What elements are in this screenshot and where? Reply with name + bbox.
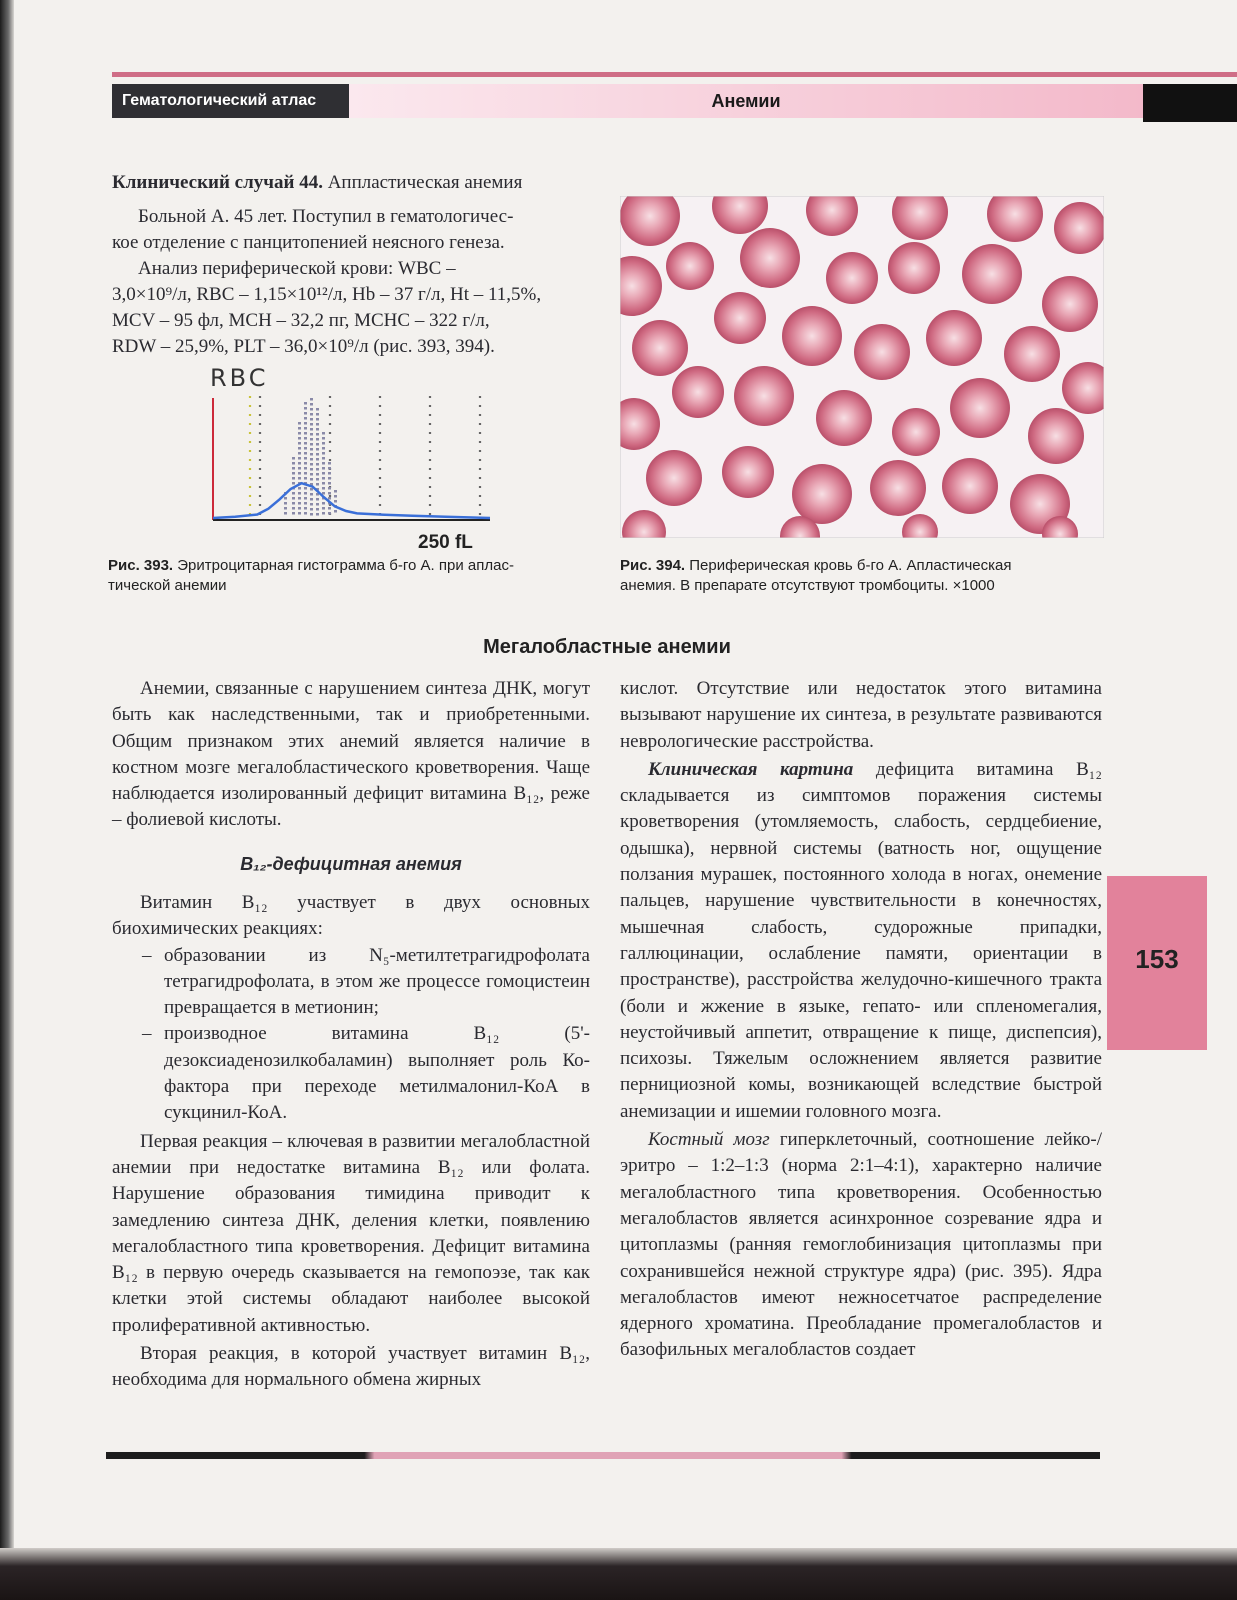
histogram-dot xyxy=(298,472,301,475)
right-paragraph-3 xyxy=(620,1127,1102,1364)
red-blood-cell xyxy=(926,310,982,366)
histogram-dot xyxy=(322,437,325,440)
left-intro-paragraph: Анемии, связанные с нарушением синтеза ДНК, могут быть как наследственными, так и приобретенными. Общим признаком этих анемий является наличие в костном мозге мегалобластического кроветворения. Чаще наблюдается изолированный дефицит витамина B₁₂, реже – фолиевой кислоты. xyxy=(112,678,590,831)
clinical-picture-term: Клиническая картина xyxy=(648,758,854,780)
book-spine-shadow xyxy=(0,0,14,1600)
histogram-dot xyxy=(322,512,325,515)
histogram-dot xyxy=(304,442,307,445)
histogram-dot xyxy=(322,482,325,485)
histogram-dot xyxy=(316,423,319,426)
histogram-dot xyxy=(304,472,307,475)
histogram-dot xyxy=(298,492,301,495)
histogram-dot xyxy=(304,497,307,500)
histogram-dot xyxy=(310,413,313,416)
red-blood-cell xyxy=(950,378,1010,438)
histogram-dot xyxy=(310,463,313,466)
red-blood-cell xyxy=(740,228,800,288)
scan-bottom-edge xyxy=(0,1548,1237,1600)
histogram-dot xyxy=(334,495,337,498)
fig393-label: Рис. 393. xyxy=(108,557,174,574)
histogram-dot xyxy=(304,457,307,460)
histogram-dot xyxy=(284,497,287,500)
histogram-dot xyxy=(292,507,295,510)
histogram-dot xyxy=(298,442,301,445)
histogram-dot xyxy=(310,448,313,451)
histogram-dot xyxy=(292,472,295,475)
histogram-dot xyxy=(304,447,307,450)
histogram-dot xyxy=(284,512,287,515)
header-rule xyxy=(112,72,1237,77)
histogram-dot xyxy=(322,452,325,455)
histogram-dot xyxy=(310,433,313,436)
histogram-dot xyxy=(284,507,287,510)
red-blood-cell xyxy=(714,292,766,344)
page-number: 153 xyxy=(1135,944,1179,974)
histogram-dot xyxy=(316,408,319,411)
figure-394-caption xyxy=(620,556,1011,596)
red-blood-cell xyxy=(792,464,852,524)
histogram-dot xyxy=(310,423,313,426)
histogram-dot xyxy=(328,512,331,515)
histogram-dot xyxy=(292,497,295,500)
case-title-rest: Аппластическая анемия xyxy=(322,172,523,193)
histogram-dot xyxy=(304,417,307,420)
histogram-label: RBC xyxy=(210,364,269,392)
blood-smear-micrograph xyxy=(620,196,1104,538)
histogram-dot xyxy=(304,427,307,430)
histogram-dot xyxy=(304,487,307,490)
histogram-dot xyxy=(304,512,307,515)
histogram-dot xyxy=(292,477,295,480)
red-blood-cell xyxy=(782,306,842,366)
histogram-dot xyxy=(328,497,331,500)
histogram-dot xyxy=(298,487,301,490)
red-blood-cell xyxy=(826,252,878,304)
histogram-dot xyxy=(328,472,331,475)
red-blood-cell xyxy=(870,460,926,516)
red-blood-cell xyxy=(816,390,872,446)
header-chapter-title: Анемии xyxy=(711,91,781,111)
histogram-dot xyxy=(298,502,301,505)
case-line-1: Больной А. 45 лет. Поступил в гематологичес- xyxy=(138,206,514,227)
histogram-dot xyxy=(310,408,313,411)
histogram-dot xyxy=(322,487,325,490)
histogram-dot xyxy=(322,467,325,470)
red-blood-cell xyxy=(666,242,714,290)
histogram-dot xyxy=(310,443,313,446)
histogram-dot xyxy=(310,418,313,421)
histogram-dot xyxy=(310,468,313,471)
left-column-intro xyxy=(112,676,590,834)
histogram-dot xyxy=(298,497,301,500)
histogram-dot xyxy=(310,453,313,456)
red-blood-cell xyxy=(1028,408,1084,464)
histogram-dot xyxy=(322,447,325,450)
fig394-text-1: Периферическая кровь б-го А. Апластическая xyxy=(685,557,1012,574)
fig393-text-1: Эритроцитарная гистограмма б-го А. при аплас- xyxy=(173,557,514,574)
histogram-dot xyxy=(298,422,301,425)
fig394-label: Рис. 394. xyxy=(620,557,686,574)
histogram-dot xyxy=(328,492,331,495)
histogram-dot xyxy=(316,453,319,456)
histogram-dot xyxy=(292,512,295,515)
fig394-text-2: анемия. В препарате отсутствуют тромбоциты. ×1000 xyxy=(620,577,995,594)
section-title: Мегалобластные анемии xyxy=(483,636,731,658)
histogram-dot xyxy=(304,432,307,435)
histogram-dot xyxy=(292,482,295,485)
histogram-dot xyxy=(316,503,319,506)
histogram-dot xyxy=(316,478,319,481)
fig393-text-2: тической анемии xyxy=(108,577,227,594)
histogram-dot xyxy=(322,472,325,475)
histogram-dot xyxy=(322,457,325,460)
histogram-dot xyxy=(310,488,313,491)
histogram-dot xyxy=(334,510,337,513)
right-column xyxy=(620,676,1102,1364)
red-blood-cell xyxy=(1004,326,1060,382)
histogram-dot xyxy=(298,452,301,455)
histogram-dot xyxy=(316,468,319,471)
histogram-dot xyxy=(304,492,307,495)
left-column-body xyxy=(112,890,590,1394)
red-blood-cell xyxy=(1054,202,1104,254)
histogram-dot xyxy=(310,513,313,516)
histogram-dot xyxy=(328,467,331,470)
red-blood-cell xyxy=(1042,276,1098,332)
histogram-dot xyxy=(298,507,301,510)
histogram-dot xyxy=(292,457,295,460)
histogram-dot xyxy=(310,403,313,406)
footer-rule xyxy=(106,1452,1100,1459)
header-book-title: Гематологический атлас xyxy=(112,84,349,118)
histogram-dot xyxy=(328,462,331,465)
histogram-dot xyxy=(316,433,319,436)
histogram-dot xyxy=(304,467,307,470)
histogram-dot xyxy=(310,473,313,476)
histogram-dot xyxy=(316,483,319,486)
histogram-dot xyxy=(322,432,325,435)
histogram-dot xyxy=(298,432,301,435)
red-blood-cell xyxy=(672,366,724,418)
left-paragraph-1: Витамин B₁₂ участвует в двух основных биохимических реакциях: xyxy=(112,892,590,940)
histogram-dot xyxy=(316,413,319,416)
histogram-dot xyxy=(322,507,325,510)
red-blood-cell xyxy=(942,458,998,514)
histogram-x-label: 250 fL xyxy=(418,532,473,553)
histogram-dot xyxy=(304,502,307,505)
case-line-6: RDW – 25,9%, PLT – 36,0×10⁹/л (рис. 393, 394). xyxy=(112,336,495,357)
histogram-dot xyxy=(310,398,313,401)
right-paragraph-3-text: гиперклеточный, соотношение лейко-/эритро – 1:2–1:3 (норма 2:1–4:1), характерно наличие мегалобластного типа кроветворения. Особенностью мегалобластов является асинхронное созревание ядра и цитоплазмы (ранняя гемоглобинизация цитоплазмы при сохранившейся нежной структуре ядра) (рис. 395). Ядра мегалобластов имеют нежносетчатое распределение ядерного хроматина. Преобладание промегалобластов и базофильных мегалобластов создает xyxy=(620,1129,1102,1361)
histogram-dot xyxy=(316,513,319,516)
histogram-dot xyxy=(298,457,301,460)
histogram-dot xyxy=(292,462,295,465)
histogram-dot xyxy=(316,438,319,441)
case-line-5: MCV – 95 фл, MCH – 32,2 пг, MCHC – 322 г/л, xyxy=(112,310,490,331)
histogram-gridlines xyxy=(250,396,480,520)
histogram-dot xyxy=(316,428,319,431)
histogram-dot xyxy=(298,427,301,430)
histogram-dot xyxy=(328,477,331,480)
red-blood-cell xyxy=(734,366,794,426)
histogram-dot xyxy=(316,508,319,511)
histogram-dot xyxy=(298,512,301,515)
histogram-dot xyxy=(310,503,313,506)
header-dark-block xyxy=(1143,84,1237,122)
histogram-dot xyxy=(328,487,331,490)
red-blood-cell xyxy=(854,324,910,380)
histogram-dot xyxy=(298,447,301,450)
histogram-dot xyxy=(304,452,307,455)
reaction-item-1: – образовании из N₅-метилтетрагидрофолата тетрагидрофолата, в этом же процессе гомоцистеин превращается в метионин; xyxy=(112,943,590,1022)
histogram-dot xyxy=(304,462,307,465)
histogram-dot xyxy=(328,507,331,510)
histogram-dot xyxy=(304,412,307,415)
histogram-dot xyxy=(310,493,313,496)
histogram-dot xyxy=(298,437,301,440)
histogram-dot xyxy=(322,442,325,445)
histogram-dot xyxy=(310,438,313,441)
histogram-dot xyxy=(310,458,313,461)
histogram-dot xyxy=(316,448,319,451)
red-blood-cell xyxy=(962,244,1022,304)
right-paragraph-2-text: дефицита витамина B₁₂ складывается из симптомов поражения системы кроветворения (утомляемость, слабость, сердцебиение, одышка), нервной системы (ватность ног, ощущение ползания мурашек, постоянного холода в ногах, онемение пальцев, нарушение чувствительности в конечностях, мышечная слабость, судорожные припадки, галлюцинации, ослабление памяти, ориентации в пространстве), расстройства желудочно-кишечного тракта (боли и жжение в языке, гепато- или спленомегалия, неустойчивый аппетит, отвращение к пище, диспепсия), психозы. Тяжелым осложнением является развитие пернициозной комы, возникающей вследствие быстрой анемизации и ишемии головного мозга. xyxy=(620,758,1103,1122)
histogram-dot xyxy=(334,500,337,503)
histogram-dot xyxy=(298,477,301,480)
red-blood-cell xyxy=(892,408,940,456)
histogram-dot xyxy=(310,478,313,481)
red-blood-cell xyxy=(646,450,702,506)
red-blood-cell xyxy=(888,242,940,294)
histogram-dot xyxy=(316,418,319,421)
histogram-dot xyxy=(304,407,307,410)
reaction-list xyxy=(112,943,590,1127)
case-title xyxy=(112,172,522,194)
histogram-dot xyxy=(316,473,319,476)
bone-marrow-term: Костный мозг xyxy=(648,1129,770,1151)
histogram-dot xyxy=(334,490,337,493)
right-paragraph-2 xyxy=(620,757,1102,1125)
histogram-dot xyxy=(328,482,331,485)
histogram-dot xyxy=(310,428,313,431)
subsection-title: B₁₂-дефицитная анемия xyxy=(240,854,462,874)
histogram-dot xyxy=(316,463,319,466)
histogram-dot xyxy=(322,502,325,505)
histogram-dot xyxy=(298,462,301,465)
histogram-dot xyxy=(304,422,307,425)
histogram-dot xyxy=(304,477,307,480)
case-line-2: кое отделение с панцитопенией неясного генеза. xyxy=(112,232,505,253)
histogram-dot xyxy=(322,477,325,480)
histogram-dot xyxy=(292,467,295,470)
rbc-histogram xyxy=(200,362,500,554)
red-blood-cell xyxy=(722,446,774,498)
histogram-dot xyxy=(316,458,319,461)
histogram-dot xyxy=(304,402,307,405)
histogram-dot xyxy=(310,508,313,511)
histogram-dot xyxy=(304,437,307,440)
histogram-dot xyxy=(304,507,307,510)
histogram-dot xyxy=(298,467,301,470)
histogram-dot xyxy=(292,492,295,495)
histogram-dot xyxy=(316,443,319,446)
left-paragraph-2: Первая реакция – ключевая в развитии мегалобластной анемии при недостатке витамина B₁₂ или фолата. Нарушение образования тимидина приводит к замедлению синтеза ДНК, деления клетки, появлению мегалобластного типа кроветворения. Дефицит витамина B₁₂ в первую очередь сказывается на гемопоэзе, так как клетки этой системы обладают наиболее высокой пролиферативной активностью. xyxy=(112,1130,590,1336)
case-line-3: Анализ периферической крови: WBC – xyxy=(138,258,456,279)
case-title-bold: Клинический случай 44. xyxy=(112,172,323,193)
histogram-dot xyxy=(292,502,295,505)
histogram-curve xyxy=(213,483,490,518)
histogram-dot xyxy=(284,502,287,505)
histogram-dot xyxy=(322,462,325,465)
left-paragraph-3: Вторая реакция, в которой участвует витамин B₁₂, необходима для нормального обмена жирных xyxy=(112,1343,590,1391)
red-blood-cell xyxy=(632,320,688,376)
histogram-dot xyxy=(310,498,313,501)
case-line-4: 3,0×10⁹/л, RBC – 1,15×10¹²/л, Hb – 37 г/л, Ht – 11,5%, xyxy=(112,284,542,305)
figure-393-caption xyxy=(108,556,514,596)
reaction-item-2: – производное витамина B₁₂ (5'-дезоксиаденозилкобаламин) выполняет роль Ко-фактора при переходе метилмалонил-КоА в сукцинил-КоА. xyxy=(112,1021,590,1126)
right-paragraph-1: кислот. Отсутствие или недостаток этого витамина вызывают нарушение их синтеза, в результате развиваются неврологические расстройства. xyxy=(620,678,1102,752)
histogram-dot xyxy=(316,498,319,501)
